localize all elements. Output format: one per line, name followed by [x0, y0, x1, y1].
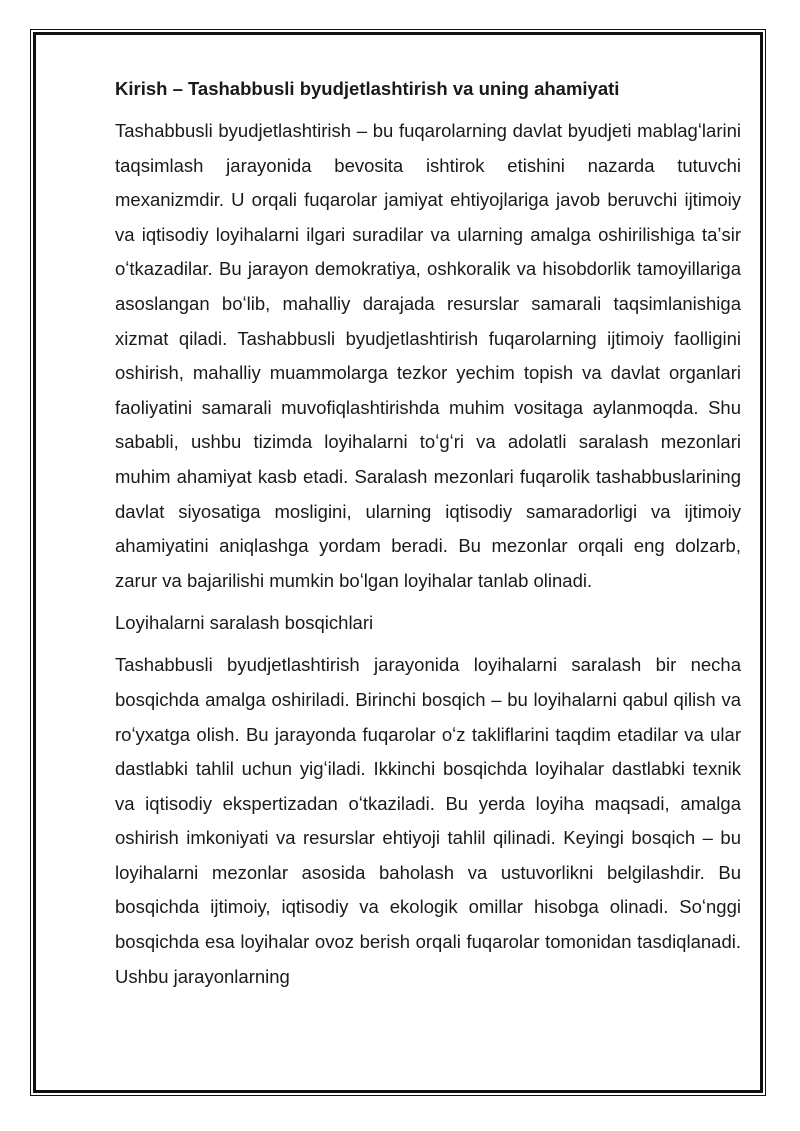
- document-title: Kirish – Tashabbusli byudjetlashtirish va uning ahamiyati: [115, 78, 620, 99]
- stages-paragraph: Tashabbusli byudjetlashtirish jarayonida loyihalarni saralash bir necha bosqichda amalga oshiriladi. Birinchi bosqich – bu loyihalarni qabul qilish va roʻyxatga olish. Bu jarayonda fuqarolar oʻz takliflarini taqdim etadilar va ular dastlabki tahlil uchun yigʻiladi. Ikkinchi bosqichda loyihalar dastlabki texnik va iqtisodiy ekspertizadan oʻtkaziladi. Bu yerda loyiha maqsadi, amalga oshirish imkoniyati va resurslar ehtiyoji tahlil qilinadi. Keyingi bosqich – bu loyihalarni mezonlar asosida baholash va ustuvorlikni belgilashdir. Bu bosqichda ijtimoiy, iqtisodiy va ekologik omillar hisobga olinadi. Soʻnggi bosqichda esa loyihalar ovoz berish orqali fuqarolar tomonidan tasdiqlanadi. Ushbu jarayonlarning: [115, 654, 741, 987]
- document-body: [115, 72, 741, 1002]
- intro-paragraph: Tashabbusli byudjetlashtirish – bu fuqarolarning davlat byudjeti mablagʻlarini taqsimlash jarayonida bevosita ishtirok etishini nazarda tutuvchi mexanizmdir. U orqali fuqarolar jamiyat ehtiyojlariga javob beruvchi ijtimoiy va iqtisodiy loyihalarni ilgari suradilar va ularning amalga oshirilishiga taʼsir oʻtkazadilar. Bu jarayon demokratiya, oshkoralik va hisobdorlik tamoyillariga asoslangan boʻlib, mahalliy darajada resurslar samarali taqsimlanishiga xizmat qiladi. Tashabbusli byudjetlashtirish fuqarolarning ijtimoiy faolligini oshirish, mahalliy muammolarga tezkor yechim topish va davlat organlari faoliyatini samarali muvofiqlashtirishda muhim vositaga aylanmoqda. Shu sababli, ushbu tizimda loyihalarni toʻgʻri va adolatli saralash mezonlari muhim ahamiyat kasb etadi. Saralash mezonlari fuqarolik tashabbuslarining davlat siyosatiga mosligini, ularning iqtisodiy samaradorligi va ijtimoiy ahamiyatini aniqlashga yordam beradi. Bu mezonlar orqali eng dolzarb, zarur va bajarilishi mumkin boʻlgan loyihalar tanlab olinadi.: [115, 120, 741, 591]
- section-title: Loyihalarni saralash bosqichlari: [115, 612, 374, 634]
